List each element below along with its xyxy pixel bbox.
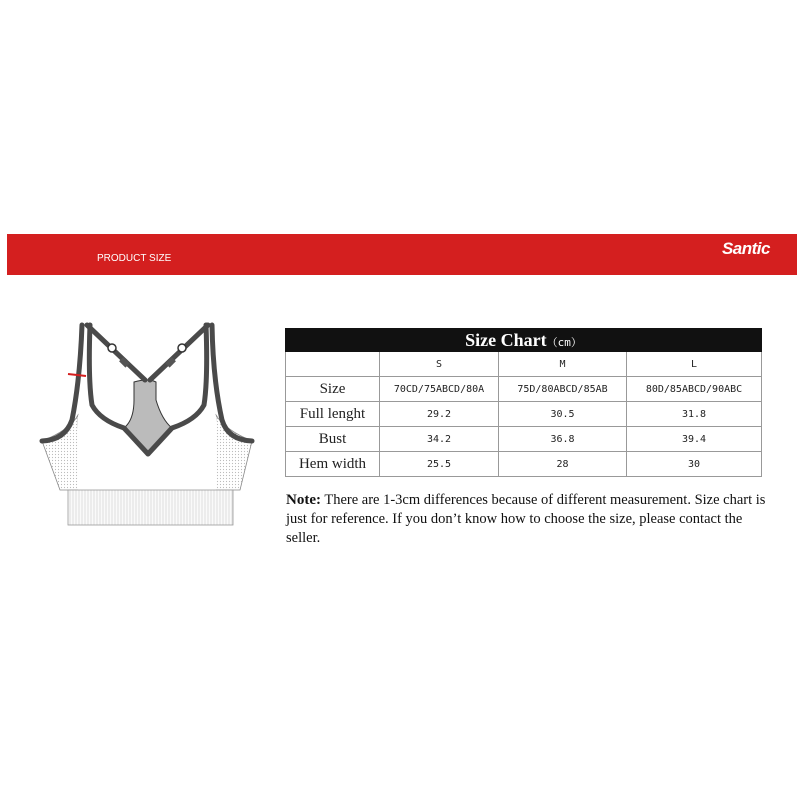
sports-bra-illustration	[30, 300, 270, 535]
table-cell: 36.8	[499, 427, 627, 452]
column-header: S	[380, 352, 499, 377]
row-label: Bust	[286, 427, 380, 452]
table-cell: 80D/85ABCD/90ABC	[627, 377, 762, 402]
note-label: Note:	[286, 492, 321, 508]
table-cell: 39.4	[627, 427, 762, 452]
title-text: Size Chart	[465, 329, 547, 350]
size-chart-title	[286, 329, 762, 352]
size-chart-table	[285, 328, 762, 477]
table-cell: 34.2	[380, 427, 499, 452]
size-note	[286, 491, 776, 548]
table-cell: 31.8	[627, 402, 762, 427]
table-row	[286, 377, 762, 402]
table-row	[286, 402, 762, 427]
table-row	[286, 452, 762, 477]
table-cell: 25.5	[380, 452, 499, 477]
brand-logo: Santic	[721, 239, 770, 258]
column-header: M	[499, 352, 627, 377]
table-header-row	[286, 352, 762, 377]
column-header: L	[627, 352, 762, 377]
unit-text: （cm）	[546, 335, 582, 349]
table-cell: 75D/80ABCD/85AB	[499, 377, 627, 402]
column-header	[286, 352, 380, 377]
row-label: Hem width	[286, 452, 380, 477]
table-cell: 30	[627, 452, 762, 477]
row-label: Size	[286, 377, 380, 402]
table-cell: 70CD/75ABCD/80A	[380, 377, 499, 402]
row-label: Full lenght	[286, 402, 380, 427]
header-banner	[7, 234, 797, 275]
table-cell: 30.5	[499, 402, 627, 427]
table-cell: 29.2	[380, 402, 499, 427]
note-text: There are 1-3cm differences because of different measurement. Size chart is just for reference. If you don’t know how to choose the size, please contact the seller.	[286, 492, 766, 546]
product-size-label: PRODUCT SIZE	[97, 253, 172, 264]
table-cell: 28	[499, 452, 627, 477]
table-row	[286, 427, 762, 452]
